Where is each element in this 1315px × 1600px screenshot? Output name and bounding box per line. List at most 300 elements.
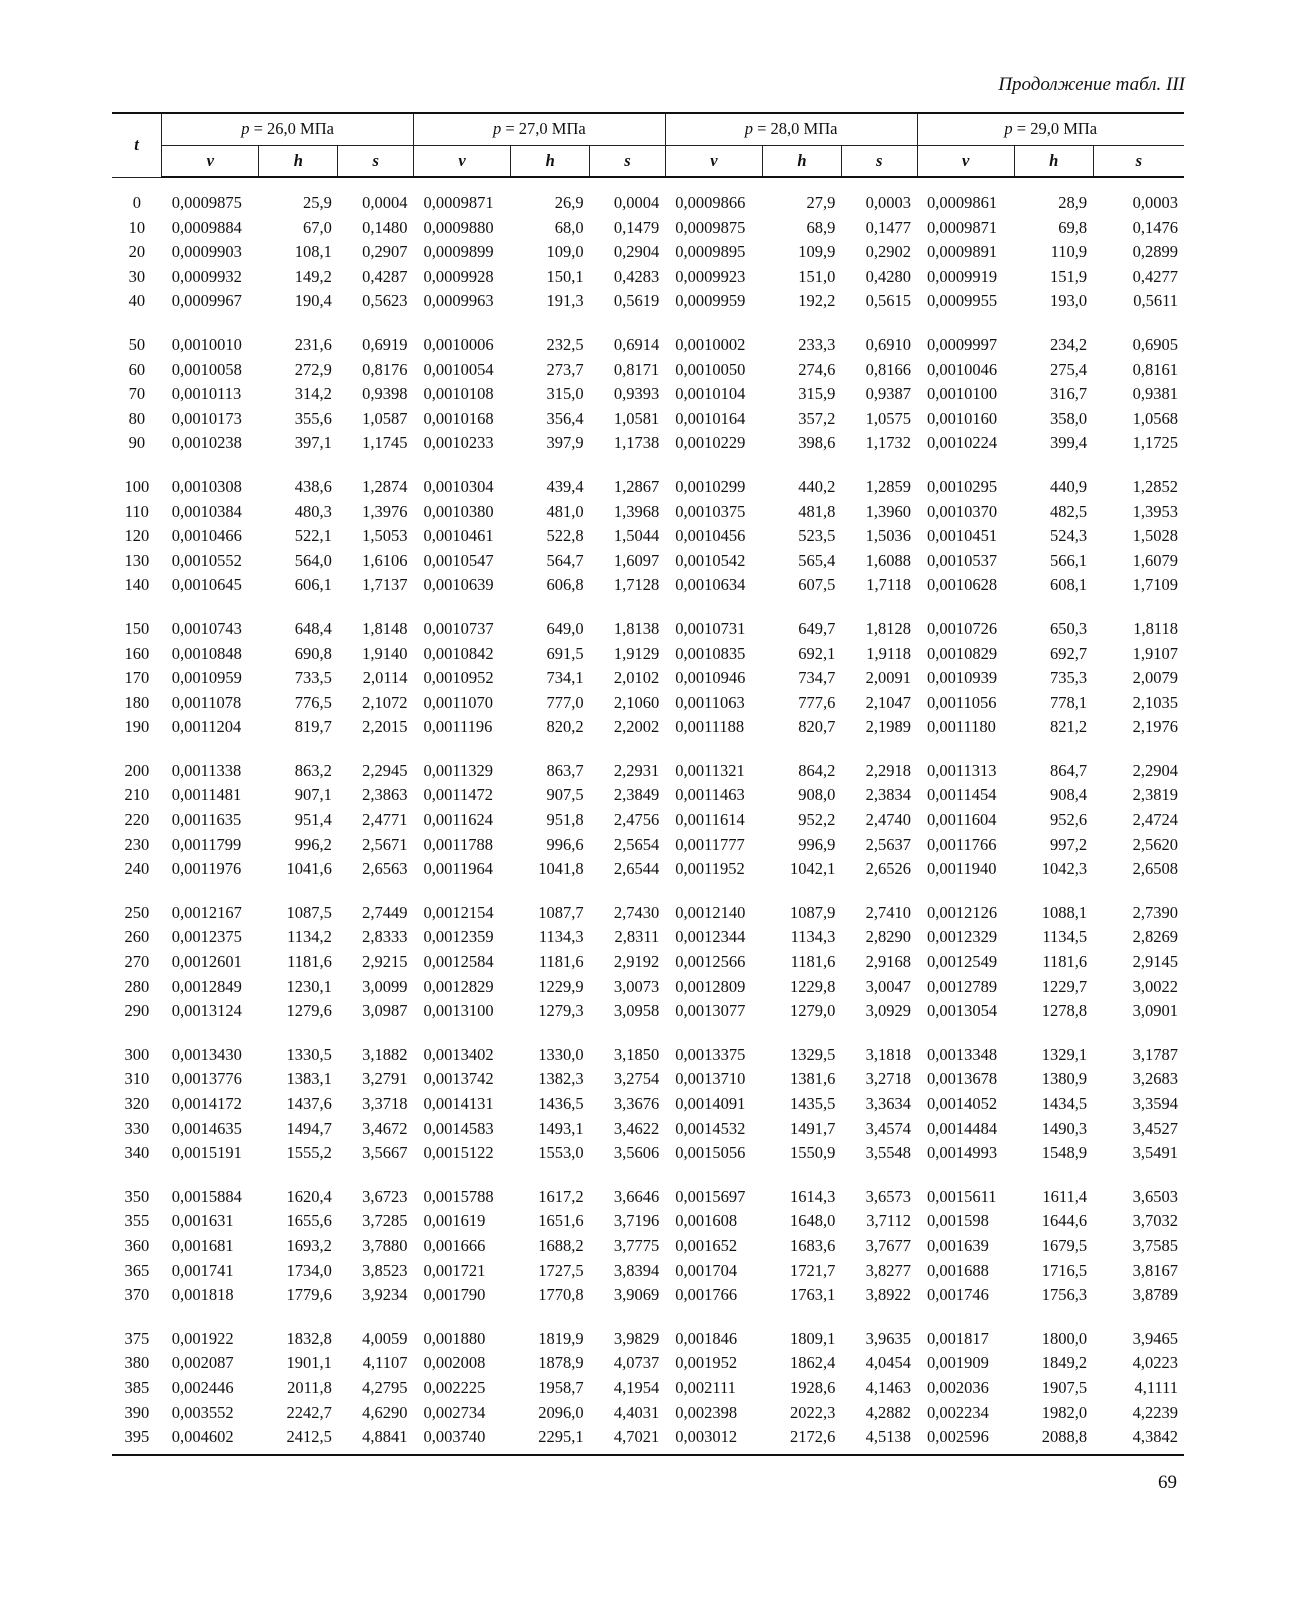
value-cell-s: 2,7449 xyxy=(362,902,408,922)
value-cell-s: 3,4574 xyxy=(865,1118,911,1138)
value-cell-v: 0,0009875 xyxy=(171,193,242,212)
value-cell-h: 1181,6 xyxy=(1042,952,1088,972)
temperature-cell: 290 xyxy=(124,1001,150,1021)
value-cell-s: 0,5611 xyxy=(1133,291,1178,311)
value-cell-h: 150,1 xyxy=(546,266,584,286)
value-cell-s: 1,8138 xyxy=(613,618,660,638)
value-cell-h: 2242,7 xyxy=(286,1402,332,1422)
temperature-cell: 395 xyxy=(112,1425,162,1455)
value-cell-s: 2,4740 xyxy=(865,810,911,830)
value-cell-h: 522,1 xyxy=(294,526,332,546)
value-cell-h: 397,1 xyxy=(294,433,332,453)
value-cell-v: 0,0010384 xyxy=(171,501,242,521)
value-cell-h: 1614,3 xyxy=(789,1186,836,1206)
value-cell-v: 0,0010628 xyxy=(927,575,998,595)
value-cell-s: 0,8166 xyxy=(865,359,911,379)
value-cell-v: 0,0011788 xyxy=(423,834,493,854)
value-cell-v: 0,0012549 xyxy=(927,952,998,972)
value-cell-h: 232,5 xyxy=(546,334,584,354)
value-cell-v: 0,0010737 xyxy=(423,618,494,638)
value-cell-v: 0,0014052 xyxy=(927,1094,998,1113)
value-cell-s: 2,2918 xyxy=(865,760,911,780)
table-row xyxy=(112,573,1184,598)
value-cell-v: 0,0015191 xyxy=(171,1143,242,1163)
value-cell-v: 0,0013077 xyxy=(675,1001,746,1021)
value-cell-s: 3,2683 xyxy=(1132,1069,1178,1089)
value-cell-h: 440,2 xyxy=(798,476,836,496)
value-cell-v: 0,0014091 xyxy=(675,1094,746,1113)
table-row xyxy=(112,524,1184,549)
column-header-v: v xyxy=(413,145,510,177)
table-row xyxy=(112,358,1184,383)
value-cell-s: 0,4287 xyxy=(362,266,408,286)
value-cell-h: 735,3 xyxy=(1050,668,1088,688)
temperature-cell: 0 xyxy=(132,192,141,212)
value-cell-h: 951,4 xyxy=(294,810,332,830)
value-cell-v: 0,001666 xyxy=(423,1235,486,1255)
value-cell-h: 1809,1 xyxy=(789,1328,836,1348)
value-cell-v: 0,0010168 xyxy=(423,408,494,428)
value-cell-v: 0,0011188 xyxy=(675,717,745,737)
value-cell-s: 4,0223 xyxy=(1132,1353,1178,1373)
value-cell-h: 1041,8 xyxy=(538,859,584,879)
value-cell-s: 2,1047 xyxy=(865,692,911,712)
value-cell-h: 1088,1 xyxy=(1041,902,1088,922)
table-row xyxy=(112,691,1184,716)
value-cell-v: 0,001619 xyxy=(423,1211,486,1231)
value-cell-h: 110,9 xyxy=(1050,242,1088,262)
value-cell-v: 0,001631 xyxy=(171,1211,234,1231)
value-cell-h: 2011,8 xyxy=(287,1377,332,1397)
value-cell-h: 1436,5 xyxy=(538,1094,584,1113)
table-row xyxy=(112,808,1184,833)
pressure-value: = 26,0 МПа xyxy=(253,119,334,139)
value-cell-h: 316,7 xyxy=(1050,384,1088,404)
value-cell-s: 1,1732 xyxy=(865,433,911,453)
temperature-cell: 100 xyxy=(124,476,150,496)
value-cell-s: 2,4756 xyxy=(613,810,660,830)
table-row xyxy=(112,975,1184,1000)
value-cell-h: 951,8 xyxy=(546,810,584,830)
value-cell-s: 0,8176 xyxy=(362,359,408,379)
value-cell-s: 2,4771 xyxy=(362,810,408,830)
value-cell-v: 0,0010952 xyxy=(423,668,494,688)
value-cell-v: 0,0010160 xyxy=(927,408,998,428)
temperature-cell: 300 xyxy=(124,1044,150,1064)
value-cell-v: 0,0013742 xyxy=(423,1069,494,1089)
value-cell-h: 1819,9 xyxy=(538,1328,584,1348)
value-cell-v: 0,0011777 xyxy=(675,834,745,854)
value-cell-v: 0,001880 xyxy=(423,1328,486,1348)
table-header xyxy=(112,113,1184,177)
value-cell-v: 0,0013710 xyxy=(675,1069,746,1089)
value-cell-h: 273,7 xyxy=(546,359,584,379)
value-cell-h: 2295,1 xyxy=(511,1425,590,1455)
value-cell-h: 1490,3 xyxy=(1041,1118,1088,1138)
value-cell-v: 0,0010959 xyxy=(171,668,242,688)
value-cell-s: 1,2867 xyxy=(613,476,660,496)
value-cell-v: 0,0010835 xyxy=(675,643,746,663)
value-cell-s: 2,3819 xyxy=(1132,785,1178,805)
value-cell-s: 1,7137 xyxy=(362,575,408,595)
temperature-cell: 310 xyxy=(124,1069,150,1089)
value-cell-s: 1,6106 xyxy=(362,550,408,570)
value-cell-s: 2,8269 xyxy=(1132,927,1178,947)
table-row xyxy=(112,833,1184,858)
value-cell-s: 3,7677 xyxy=(865,1235,911,1255)
value-cell-s: 0,9398 xyxy=(362,384,408,404)
value-cell-v: 0,0011070 xyxy=(423,692,493,712)
value-cell-s: 2,0114 xyxy=(362,668,408,688)
value-cell-v: 0,0011799 xyxy=(171,834,242,854)
value-cell-h: 863,2 xyxy=(294,760,332,780)
value-cell-h: 355,6 xyxy=(294,408,332,428)
value-cell-h: 275,4 xyxy=(1050,359,1088,379)
value-cell-h: 1279,0 xyxy=(789,1001,836,1021)
value-cell-v: 0,002111 xyxy=(675,1377,736,1397)
value-cell-v: 0,0012789 xyxy=(927,976,998,996)
value-cell-v: 0,0011766 xyxy=(927,834,997,854)
temperature-cell: 250 xyxy=(124,902,150,922)
value-cell-v: 0,0010006 xyxy=(423,334,494,354)
value-cell-v: 0,0010238 xyxy=(171,433,242,453)
value-cell-v: 0,0009866 xyxy=(675,193,746,212)
value-cell-s: 2,2931 xyxy=(613,760,660,780)
value-cell-v: 0,0011454 xyxy=(927,785,997,805)
table-row xyxy=(112,1283,1184,1308)
value-cell-s: 3,7880 xyxy=(362,1235,408,1255)
value-cell-v: 0,0013100 xyxy=(423,1001,494,1021)
value-cell-s: 0,0003 xyxy=(1132,193,1178,212)
table-row xyxy=(112,314,1184,358)
value-cell-h: 28,9 xyxy=(1058,193,1088,212)
value-cell-s: 3,3594 xyxy=(1132,1094,1178,1113)
value-cell-h: 2412,5 xyxy=(259,1425,338,1455)
value-cell-s: 3,9465 xyxy=(1132,1328,1178,1348)
temperature-cell: 130 xyxy=(124,550,150,570)
table-row xyxy=(112,1209,1184,1234)
value-cell-v: 0,0011329 xyxy=(423,760,493,780)
value-cell-v: 0,0011056 xyxy=(927,692,997,712)
value-cell-v: 0,0011313 xyxy=(927,760,997,780)
temperature-cell: 140 xyxy=(124,575,150,595)
column-header-s: s xyxy=(590,145,666,177)
table-row xyxy=(112,1117,1184,1142)
value-cell-h: 480,3 xyxy=(294,501,332,521)
value-cell-v: 0,0011635 xyxy=(171,810,242,830)
value-cell-v: 0,0011952 xyxy=(675,859,745,879)
value-cell-v: 0,0010726 xyxy=(927,618,998,638)
value-cell-s: 4,7021 xyxy=(590,1425,666,1455)
value-cell-s: 4,1111 xyxy=(1134,1377,1178,1397)
value-cell-s: 1,5053 xyxy=(362,526,408,546)
value-cell-v: 0,0015697 xyxy=(675,1186,746,1206)
value-cell-h: 315,0 xyxy=(546,384,584,404)
temperature-cell: 70 xyxy=(128,384,146,404)
value-cell-v: 0,0015884 xyxy=(171,1186,242,1206)
value-cell-h: 1958,7 xyxy=(538,1377,584,1397)
value-cell-v: 0,0010229 xyxy=(675,433,746,453)
value-cell-s: 4,2795 xyxy=(362,1377,408,1397)
value-cell-v: 0,002036 xyxy=(927,1377,989,1397)
value-cell-s: 3,5548 xyxy=(865,1143,911,1163)
value-cell-h: 68,9 xyxy=(806,217,836,237)
value-cell-h: 315,9 xyxy=(798,384,836,404)
pressure-symbol: p xyxy=(1004,119,1013,139)
value-cell-v: 0,0012167 xyxy=(171,902,242,922)
value-cell-s: 1,0581 xyxy=(613,408,660,428)
value-cell-h: 864,2 xyxy=(798,760,836,780)
value-cell-v: 0,0011204 xyxy=(171,717,242,737)
value-cell-s: 2,8290 xyxy=(865,927,911,947)
value-cell-h: 109,9 xyxy=(798,242,836,262)
value-cell-h: 1679,5 xyxy=(1041,1235,1088,1255)
value-cell-s: 2,5637 xyxy=(865,834,911,854)
value-cell-s: 2,1072 xyxy=(362,692,408,712)
value-cell-s: 3,4622 xyxy=(613,1118,660,1138)
value-cell-h: 1862,4 xyxy=(789,1353,836,1373)
value-cell-v: 0,0011940 xyxy=(927,859,997,879)
value-cell-h: 606,8 xyxy=(546,575,584,595)
value-cell-h: 522,8 xyxy=(546,526,584,546)
value-cell-v: 0,0009871 xyxy=(927,217,998,237)
value-cell-h: 1134,2 xyxy=(287,927,332,947)
value-cell-h: 1278,8 xyxy=(1041,1001,1088,1021)
pressure-symbol: p xyxy=(492,119,502,139)
value-cell-v: 0,0009875 xyxy=(675,217,746,237)
value-cell-s: 1,2874 xyxy=(362,476,408,496)
pressure-group-header xyxy=(665,113,917,145)
table-row xyxy=(112,500,1184,525)
value-cell-v: 0,0010308 xyxy=(171,476,242,496)
table-row xyxy=(112,999,1184,1024)
value-cell-s: 1,9107 xyxy=(1132,643,1178,663)
value-cell-h: 151,9 xyxy=(1050,266,1088,286)
value-cell-s: 3,1882 xyxy=(362,1044,408,1064)
value-cell-v: 0,004602 xyxy=(162,1425,259,1455)
value-cell-v: 0,0010639 xyxy=(423,575,494,595)
value-cell-h: 607,5 xyxy=(798,575,836,595)
value-cell-v: 0,0011472 xyxy=(423,785,493,805)
value-cell-s: 0,9387 xyxy=(865,384,911,404)
value-cell-s: 4,1463 xyxy=(865,1377,911,1397)
value-cell-h: 1134,5 xyxy=(1042,927,1088,947)
value-cell-h: 1087,7 xyxy=(538,902,584,922)
value-cell-h: 996,9 xyxy=(798,834,836,854)
value-cell-h: 481,0 xyxy=(546,501,584,521)
pressure-group-header xyxy=(162,113,414,145)
temperature-cell: 80 xyxy=(128,408,146,428)
table-row xyxy=(112,857,1184,882)
table-row xyxy=(112,1067,1184,1092)
value-cell-s: 3,7775 xyxy=(613,1235,660,1255)
value-cell-s: 0,4277 xyxy=(1132,266,1178,286)
value-cell-s: 1,2852 xyxy=(1132,476,1178,496)
value-cell-h: 692,7 xyxy=(1050,643,1088,663)
value-cell-v: 0,002596 xyxy=(917,1425,1014,1455)
value-cell-h: 1693,2 xyxy=(286,1235,332,1255)
column-header-v: v xyxy=(917,145,1014,177)
value-cell-v: 0,0014484 xyxy=(927,1118,998,1138)
table-row xyxy=(112,549,1184,574)
value-cell-v: 0,0010224 xyxy=(927,433,998,453)
column-header-s: s xyxy=(841,145,917,177)
value-cell-v: 0,0012809 xyxy=(675,976,746,996)
value-cell-v: 0,0015122 xyxy=(423,1143,494,1163)
value-cell-h: 108,1 xyxy=(294,242,332,262)
value-cell-s: 1,1745 xyxy=(362,433,408,453)
temperature-cell: 40 xyxy=(128,291,146,311)
value-cell-v: 0,002734 xyxy=(423,1402,486,1422)
value-cell-s: 1,3960 xyxy=(865,501,911,521)
value-cell-h: 820,7 xyxy=(798,717,836,737)
temperature-cell: 365 xyxy=(124,1260,150,1280)
value-cell-v: 0,002234 xyxy=(927,1402,989,1422)
value-cell-s: 1,6079 xyxy=(1132,550,1178,570)
value-cell-v: 0,0012154 xyxy=(423,902,494,922)
table-row xyxy=(112,1401,1184,1426)
value-cell-v: 0,0014635 xyxy=(171,1118,242,1138)
value-cell-v: 0,0010380 xyxy=(423,501,494,521)
pressure-value: = 27,0 МПа xyxy=(505,119,586,139)
value-cell-h: 1381,6 xyxy=(789,1069,836,1089)
value-cell-s: 0,4280 xyxy=(865,266,911,286)
value-cell-h: 1229,7 xyxy=(1041,976,1088,996)
value-cell-v: 0,0010547 xyxy=(423,550,494,570)
value-cell-s: 4,0737 xyxy=(613,1353,660,1373)
table-row xyxy=(112,925,1184,950)
value-cell-h: 819,7 xyxy=(294,717,332,737)
value-cell-s: 0,2899 xyxy=(1132,242,1178,262)
column-header-s: s xyxy=(1093,145,1184,177)
value-cell-v: 0,0010946 xyxy=(675,668,746,688)
value-cell-s: 3,4527 xyxy=(1132,1118,1178,1138)
value-cell-h: 1330,5 xyxy=(286,1044,332,1064)
value-cell-v: 0,0009997 xyxy=(927,334,998,354)
value-cell-s: 1,3976 xyxy=(362,501,408,521)
value-cell-v: 0,002446 xyxy=(171,1377,234,1397)
value-cell-h: 357,2 xyxy=(798,408,836,428)
table-row xyxy=(112,1376,1184,1401)
value-cell-v: 0,0009932 xyxy=(171,266,242,286)
value-cell-v: 0,0012584 xyxy=(423,952,494,972)
value-cell-h: 996,6 xyxy=(546,834,584,854)
value-cell-h: 2172,6 xyxy=(762,1425,841,1455)
table-row xyxy=(112,882,1184,926)
temperature-cell: 380 xyxy=(124,1353,150,1373)
value-cell-s: 3,5491 xyxy=(1132,1143,1178,1163)
value-cell-s: 3,1787 xyxy=(1132,1044,1178,1064)
value-cell-s: 4,0059 xyxy=(362,1328,408,1348)
value-cell-s: 3,0047 xyxy=(865,976,911,996)
value-cell-v: 0,0010370 xyxy=(927,501,998,521)
value-cell-h: 358,0 xyxy=(1050,408,1088,428)
value-cell-v: 0,0014172 xyxy=(171,1094,242,1113)
value-cell-h: 192,2 xyxy=(798,291,836,311)
value-cell-s: 3,1818 xyxy=(865,1044,911,1064)
value-cell-s: 3,6723 xyxy=(362,1186,408,1206)
value-cell-s: 2,2015 xyxy=(362,717,408,737)
value-cell-v: 0,0009963 xyxy=(423,291,494,311)
value-cell-v: 0,003552 xyxy=(171,1402,234,1422)
value-cell-s: 3,5667 xyxy=(362,1143,408,1163)
value-cell-s: 0,5619 xyxy=(613,291,660,311)
value-cell-h: 777,0 xyxy=(546,692,584,712)
value-cell-h: 1721,7 xyxy=(789,1260,836,1280)
value-cell-s: 0,9381 xyxy=(1132,384,1178,404)
value-cell-s: 1,3953 xyxy=(1132,501,1178,521)
value-cell-s: 1,9140 xyxy=(362,643,408,663)
value-cell-h: 1644,6 xyxy=(1041,1211,1088,1231)
value-cell-s: 2,6544 xyxy=(613,859,660,879)
value-cell-h: 649,0 xyxy=(546,618,584,638)
value-cell-h: 1279,6 xyxy=(286,1001,332,1021)
value-cell-v: 0,0010164 xyxy=(675,408,746,428)
value-cell-v: 0,002008 xyxy=(423,1353,486,1373)
temperature-cell: 375 xyxy=(124,1328,150,1348)
value-cell-s: 3,0929 xyxy=(865,1001,911,1021)
value-cell-s: 3,7585 xyxy=(1132,1235,1178,1255)
value-cell-h: 1901,1 xyxy=(286,1353,332,1373)
value-cell-s: 3,8277 xyxy=(865,1260,911,1280)
value-cell-s: 1,2859 xyxy=(865,476,911,496)
value-cell-h: 820,2 xyxy=(546,717,584,737)
value-cell-v: 0,0010451 xyxy=(927,526,998,546)
table-row xyxy=(112,216,1184,241)
value-cell-s: 4,8841 xyxy=(338,1425,414,1455)
value-cell-s: 3,2718 xyxy=(865,1069,911,1089)
value-cell-s: 3,0073 xyxy=(613,976,660,996)
temperature-cell: 110 xyxy=(124,501,149,521)
value-cell-s: 2,6563 xyxy=(362,859,408,879)
pressure-value: = 28,0 МПа xyxy=(757,119,838,139)
temperature-cell: 280 xyxy=(124,976,150,996)
value-cell-h: 397,9 xyxy=(546,433,584,453)
value-cell-s: 3,9069 xyxy=(613,1285,660,1305)
value-cell-v: 0,0010848 xyxy=(171,643,242,663)
value-cell-h: 438,6 xyxy=(294,476,332,496)
value-cell-h: 908,4 xyxy=(1050,785,1088,805)
value-cell-s: 3,8394 xyxy=(613,1260,660,1280)
value-cell-s: 2,5671 xyxy=(362,834,408,854)
value-cell-h: 997,2 xyxy=(1050,834,1088,854)
table-body xyxy=(112,177,1184,1455)
temperature-cell: 160 xyxy=(124,643,150,663)
value-cell-v: 0,001741 xyxy=(171,1260,234,1280)
value-cell-s: 1,6097 xyxy=(613,550,660,570)
value-cell-h: 734,7 xyxy=(798,668,836,688)
value-cell-v: 0,0012359 xyxy=(423,927,494,947)
value-cell-s: 0,8171 xyxy=(613,359,660,379)
temperature-cell: 320 xyxy=(124,1094,150,1113)
table-row xyxy=(112,783,1184,808)
table-row xyxy=(112,740,1184,784)
column-header-h: h xyxy=(259,145,338,177)
value-cell-v: 0,0009923 xyxy=(675,266,746,286)
value-cell-h: 439,4 xyxy=(546,476,584,496)
value-cell-v: 0,0010295 xyxy=(927,476,998,496)
value-cell-h: 1087,5 xyxy=(286,902,332,922)
value-cell-s: 3,0901 xyxy=(1132,1001,1178,1021)
table-row xyxy=(112,177,1184,216)
value-cell-h: 649,7 xyxy=(798,618,836,638)
value-cell-v: 0,0009955 xyxy=(927,291,998,311)
value-cell-v: 0,0015611 xyxy=(927,1186,997,1206)
value-cell-h: 234,2 xyxy=(1050,334,1088,354)
value-cell-h: 151,0 xyxy=(798,266,836,286)
value-cell-h: 907,1 xyxy=(294,785,332,805)
value-cell-h: 1087,9 xyxy=(789,902,836,922)
